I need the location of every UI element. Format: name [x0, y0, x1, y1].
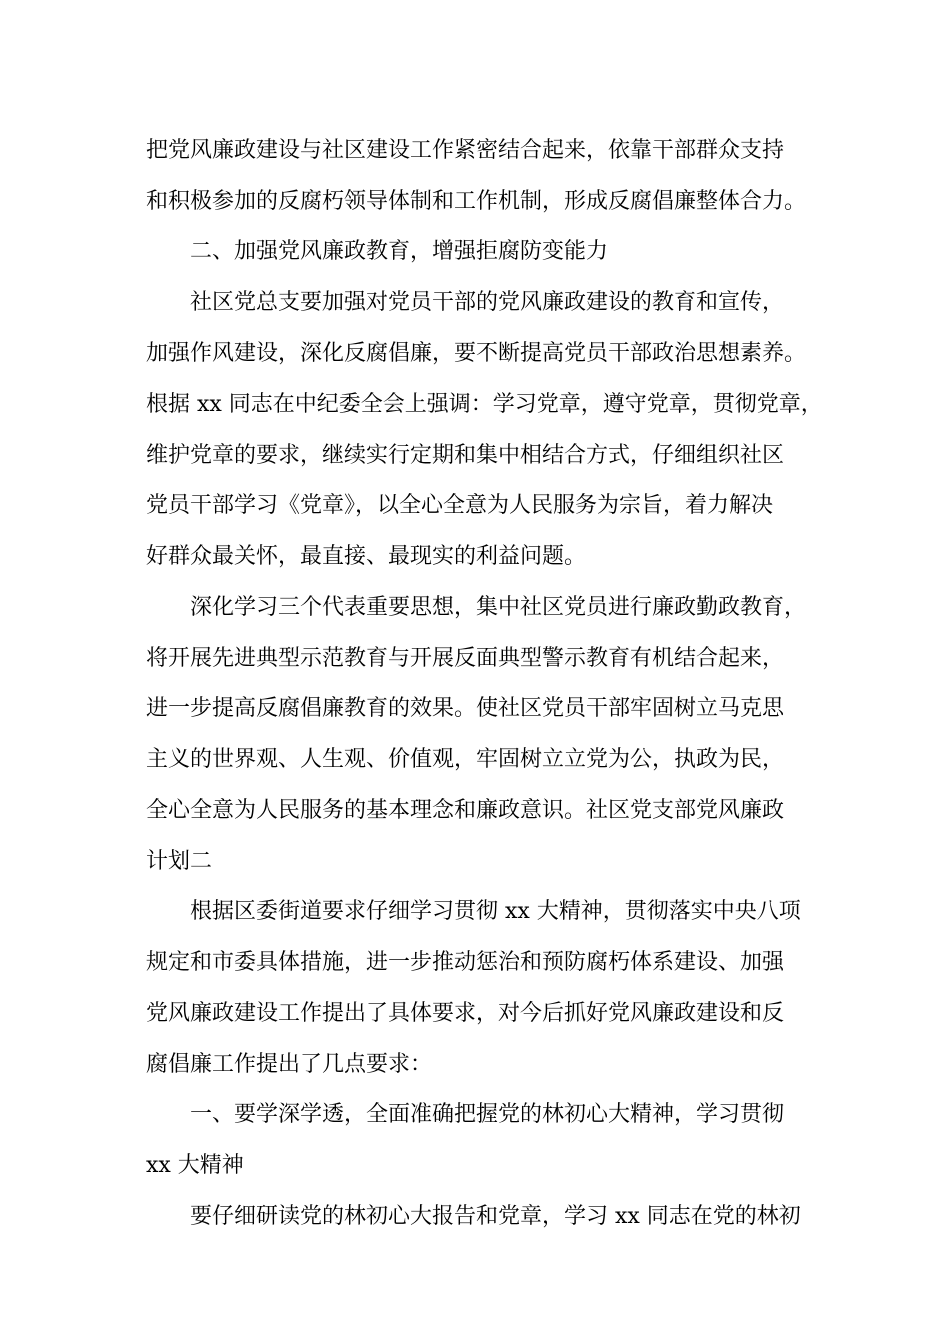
- paragraph-line-14: 全心全意为人民服务的基本理念和廉政意识。社区党支部党风廉政: [146, 798, 785, 823]
- paragraph-line-7: 维护党章的要求，继续实行定期和集中相结合方式，仔细组织社区: [146, 443, 785, 468]
- paragraph-line-21: xx 大精神: [146, 1153, 244, 1178]
- section-heading-1: 一、要学深学透，全面准确把握党的林初心大精神，学习贯彻: [190, 1102, 785, 1127]
- paragraph-line-12: 进一步提高反腐倡廉教育的效果。使社区党员干部牢固树立马克思: [146, 696, 785, 721]
- paragraph-line-19: 腐倡廉工作提出了几点要求：: [146, 1052, 433, 1077]
- section-heading-2: 二、加强党风廉政教育，增强拒腐防变能力: [190, 239, 609, 264]
- paragraph-line-4: 社区党总支要加强对党员干部的党风廉政建设的教育和宣传，: [190, 290, 785, 315]
- paragraph-line-5: 加强作风建设，深化反腐倡廉，要不断提高党员干部政治思想素养。: [146, 341, 807, 366]
- paragraph-line-10: 深化学习三个代表重要思想，集中社区党员进行廉政勤政教育，: [190, 595, 807, 620]
- paragraph-line-9: 好群众最关怀，最直接、最现实的利益问题。: [146, 544, 587, 569]
- paragraph-line-17: 规定和市委具体措施，进一步推动惩治和预防腐朽体系建设、加强: [146, 950, 785, 975]
- paragraph-line-1: 把党风廉政建设与社区建设工作紧密结合起来，依靠干部群众支持: [146, 138, 785, 163]
- paragraph-line-2: 和积极参加的反腐朽领导体制和工作机制，形成反腐倡廉整体合力。: [146, 189, 807, 214]
- paragraph-line-6: 根据 xx 同志在中纪委全会上强调：学习党章，遵守党章，贯彻党章，: [146, 392, 823, 417]
- paragraph-line-11: 将开展先进典型示范教育与开展反面典型警示教育有机结合起来，: [146, 646, 785, 671]
- paragraph-line-18: 党风廉政建设工作提出了具体要求，对今后抓好党风廉政建设和反: [146, 1001, 785, 1026]
- paragraph-line-16: 根据区委街道要求仔细学习贯彻 xx 大精神，贯彻落实中央八项: [190, 899, 801, 924]
- paragraph-line-8: 党员干部学习《党章》，以全心全意为人民服务为宗旨，着力解决: [146, 493, 774, 518]
- paragraph-line-22: 要仔细研读党的林初心大报告和党章，学习 xx 同志在党的林初: [190, 1204, 801, 1229]
- paragraph-line-13: 主义的世界观、人生观、价值观，牢固树立立党为公，执政为民，: [146, 747, 785, 772]
- section-title-plan-2: 计划二: [146, 849, 213, 874]
